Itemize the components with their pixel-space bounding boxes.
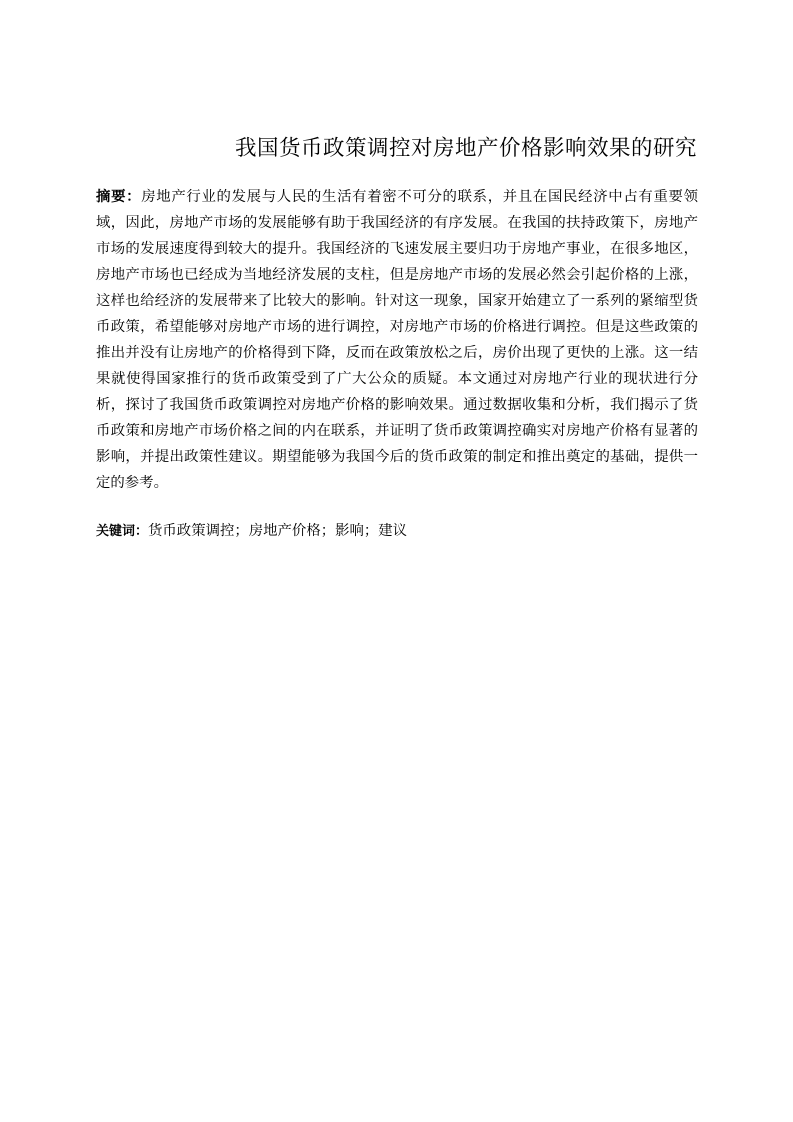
keywords-text: 货币政策调控；房地产价格；影响；建议 bbox=[148, 523, 408, 539]
abstract-paragraph bbox=[96, 184, 698, 496]
abstract-text: 房地产行业的发展与人民的生活有着密不可分的联系，并且在国民经济中占有重要领域，因此，房地产市场的发展能够有助于我国经济的有序发展。在我国的扶持政策下，房地产市场的发展速度得到较大的提升。我国经济的飞速发展主要归功于房地产事业，在很多地区，房地产市场也已经成为当地经济发展的支柱，但是房地产市场的发展必然会引起价格的上涨，这样也给经济的发展带来了比较大的影响。针对这一现象，国家开始建立了一系列的紧缩型货币政策，希望能够对房地产市场的进行调控，对房地产市场的价格进行调控。但是这些政策的推出并没有让房地产的价格得到下降，反而在政策放松之后，房价出现了更快的上涨。这一结果就使得国家推行的货币政策受到了广大公众的质疑。本文通过对房地产行业的现状进行分析，探讨了我国货币政策调控对房地产价格的影响效果。通过数据收集和分析，我们揭示了货币政策和房地产市场价格之间的内在联系，并证明了货币政策调控确实对房地产价格有显著的影响，并提出政策性建议。期望能够为我国今后的货币政策的制定和推出奠定的基础，提供一定的参考。 bbox=[96, 189, 698, 491]
abstract-label: 摘要： bbox=[96, 189, 142, 205]
keywords-line bbox=[96, 518, 698, 545]
keywords-label: 关键词： bbox=[96, 524, 149, 539]
page-title: 我国货币政策调控对房地产价格影响效果的研究 bbox=[234, 136, 697, 161]
